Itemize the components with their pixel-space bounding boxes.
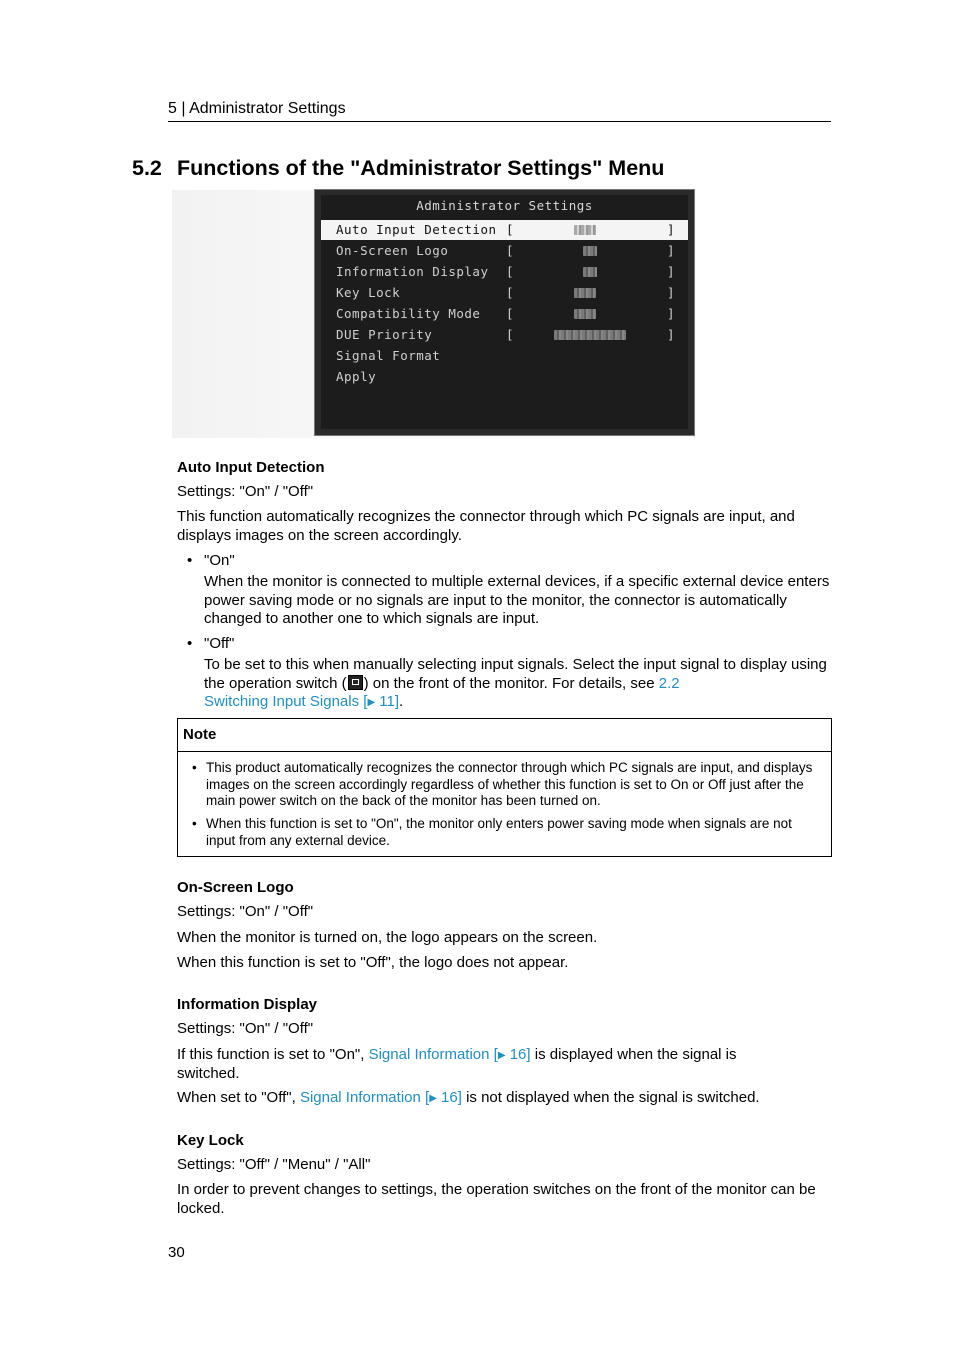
- osd-item-label: Key Lock: [336, 285, 401, 300]
- osd-title: Administrator Settings: [416, 198, 593, 213]
- osd-item-on-screen-logo: On-Screen Logo [ ]: [321, 241, 688, 261]
- link-signal-information[interactable]: Signal Information [▶ 16]: [299, 1089, 462, 1106]
- osd-item-apply: [321, 367, 688, 387]
- osd-item-label: Compatibility Mode: [336, 306, 481, 321]
- section-number: 5.2: [132, 156, 162, 180]
- osd-value-blurred: [574, 225, 596, 235]
- osd-item-key-lock: Key Lock [ ]: [321, 283, 688, 303]
- paragraph: If this function is set to "On", Signal Information [▶ 16] is displayed when the signal is: [177, 1046, 737, 1063]
- input-switch-icon: [348, 675, 363, 690]
- page-number: 30: [168, 1244, 185, 1261]
- osd-item-auto-input-detection: Auto Input Detection [ ]: [321, 220, 688, 240]
- osd-menu-screenshot: [314, 189, 695, 436]
- osd-item-label: Apply: [336, 369, 377, 384]
- paragraph: This function automatically recognizes the connector through which PC signals are input, and displays images on the screen accordingly.: [177, 508, 795, 544]
- osd-item-label: Information Display: [336, 264, 489, 279]
- bullet-text-off: To be set to this when manually selecting input signals. Select the input signal to display using the operation switch ( ) on the front of the monitor. For details, see 2.2: [204, 656, 827, 692]
- settings-line: Settings: "On" / "Off": [177, 1020, 314, 1037]
- page-ref-arrow-icon: ▶: [497, 1050, 506, 1061]
- link-switching-input-signals[interactable]: Switching Input Signals [▶ 11]: [204, 693, 400, 710]
- heading-auto-input-detection: Auto Input Detection: [177, 459, 325, 476]
- link-signal-information[interactable]: Signal Information [▶ 16]: [368, 1046, 531, 1063]
- osd-item-label: DUE Priority: [336, 327, 433, 342]
- note-box: Note • This product automatically recognizes the connector through which PC signals are input, and displays images on the screen accordingly regardless of whether this function is set to On or Off just after the main power switch on the back of the monitor has been turned on. • When this function is set to "On", the monitor only enters power saving mode when signals are not input from any external device.: [177, 718, 832, 857]
- osd-item-label: Signal Format: [336, 348, 441, 363]
- link-section-2-2[interactable]: 2.2: [658, 674, 680, 692]
- page-ref-arrow-icon: ▶: [367, 697, 376, 708]
- paragraph: When the monitor is turned on, the logo appears on the screen.: [177, 929, 598, 946]
- bullet-dot: •: [192, 760, 197, 775]
- settings-line: Settings: "On" / "Off": [177, 903, 314, 920]
- paragraph-continued: switched.: [177, 1065, 240, 1082]
- paragraph: In order to prevent changes to settings, the operation switches on the front of the monitor can be locked.: [177, 1181, 816, 1217]
- osd-item-label: On-Screen Logo: [336, 243, 449, 258]
- bullet-label-on: "On": [204, 552, 235, 569]
- note-heading: Note: [178, 719, 831, 752]
- osd-value-blurred: [574, 309, 596, 319]
- settings-line: Settings: "Off" / "Menu" / "All": [177, 1156, 371, 1173]
- osd-item-compatibility-mode: Compatibility Mode [ ]: [321, 304, 688, 324]
- osd-value-blurred: [554, 330, 626, 340]
- osd-item-signal-format: [321, 346, 688, 366]
- heading-key-lock: Key Lock: [177, 1132, 244, 1149]
- bullet-dot: •: [187, 552, 193, 569]
- bullet-label-off: "Off": [204, 635, 235, 652]
- section-title-text: Functions of the "Administrator Settings" Menu: [177, 156, 665, 180]
- heading-information-display: Information Display: [177, 996, 318, 1013]
- osd-item-label: Auto Input Detection: [336, 222, 497, 237]
- heading-on-screen-logo: On-Screen Logo: [177, 879, 294, 896]
- section-title: [132, 154, 664, 182]
- paragraph: When this function is set to "Off", the logo does not appear.: [177, 954, 569, 971]
- settings-line: Settings: "On" / "Off": [177, 483, 314, 500]
- osd-item-due-priority: DUE Priority [ ]: [321, 325, 688, 345]
- paragraph: When set to "Off", Signal Information [▶ 16] is not displayed when the signal is switched.: [177, 1089, 760, 1106]
- link-line: Switching Input Signals [▶ 11].: [204, 693, 404, 710]
- bullet-dot: •: [187, 635, 193, 652]
- osd-value-blurred: [574, 288, 596, 298]
- page-ref-arrow-icon: ▶: [429, 1093, 437, 1104]
- osd-item-information-display: Information Display [ ]: [321, 262, 688, 282]
- osd-value-blurred: [583, 246, 597, 256]
- running-header: 5 | Administrator Settings: [168, 99, 831, 122]
- bullet-text-on: When the monitor is connected to multiple external devices, if a specific external device enters power saving mode or no signals are input to the monitor, the connector is automatically changed to another one to which signals are input.: [204, 573, 830, 627]
- bullet-dot: •: [192, 816, 197, 831]
- osd-value-blurred: [583, 267, 597, 277]
